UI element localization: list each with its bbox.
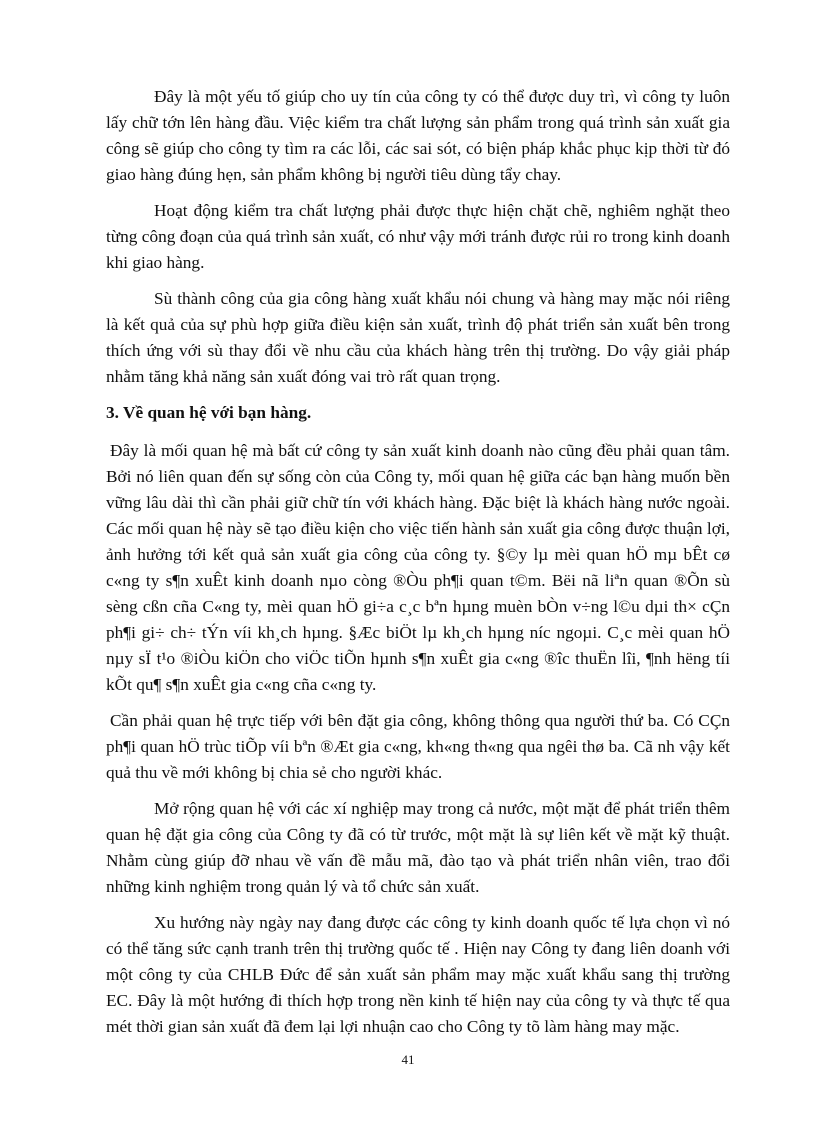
- page-number: 41: [401, 1052, 415, 1067]
- paragraph-quality-control: Hoạt động kiểm tra chất lượng phải được thực hiện chặt chẽ, nghiêm nghặt theo từng công đoạn của quá trình sản xuất, có như vậy mới tránh được rủi ro trong kinh doanh khi giao hàng.: [106, 201, 730, 272]
- paragraph-partner-relations: Đây là mối quan hệ mà bất cứ công ty sản xuất kinh doanh nào cũng đều phải quan tâm. Bởi nó liên quan đến sự sống còn của Công ty, mối quan hệ giữa các bạn hàng muốn bền vững lâu dài thì cần phải giữ chữ tín với khách hàng. Đặc biệt là khách hàng nước ngoài. Các mối quan hệ này sẽ tạo điều kiện cho việc tiến hành sản xuất gia công được thuận lợi, ảnh hưởng tới kết quả sản xuất gia công của công ty. §©y lµ mèi quan hÖ mµ bÊt cø c«ng ty s¶n xuÊt kinh doanh nµo còng ®Òu ph¶i quan t©m. Bëi nã liªn quan ®Õn sù sèng cßn cña C«ng ty, mèi quan hÖ gi÷a c¸c bªn hµng muèn bÒn v÷ng l©u dµi th× cÇn ph¶i gi÷ ch÷ tÝn víi kh¸ch hµng. §Æc biÖt lµ kh¸ch hµng níc ngoµi. C¸c mèi quan hÖ nµy sÏ t¹o ®iÒu kiÖn cho viÖc tiÕn hµnh s¶n xuÊt gia c«ng ®îc thuËn lîi, ¶nh hëng tíi kÕt qu¶ s¶n xuÊt gia c«ng cña c«ng ty.: [106, 441, 730, 694]
- paragraph-direct-relations: Cần phải quan hệ trực tiếp với bên đặt gia công, không thông qua người thứ ba. Có CÇn ph¶i quan hÖ trùc tiÕp víi bªn ®Æt gia c«ng, kh«ng th«ng qua ngêi thø ba. Cã nh vậy kết quả thu về mới không bị chia sẻ cho người khác.: [106, 711, 730, 782]
- paragraph-reputation: Đây là một yếu tố giúp cho uy tín của công ty có thể được duy trì, vì công ty luôn lấy chữ tớn lên hàng đầu. Việc kiểm tra chất lượng sản phẩm trong quá trình sản xuất gia công sẽ giúp cho công ty tìm ra các lỗi, các sai sót, có biện pháp khắc phục kịp thời từ đó giao hàng đúng hẹn, sản phẩm không bị người tiêu dùng tẩy chay.: [106, 87, 730, 184]
- paragraph-success-factors: Sù thành công của gia công hàng xuất khẩu nói chung và hàng may mặc nói riêng là kết quả của sự phù hợp giữa điều kiện sản xuất, trình độ phát triển sản xuất bên trong thích ứng với sù thay đổi về nhu cầu của khách hàng trên thị trường. Do vậy giải pháp nhằm tăng khả năng sản xuất đóng vai trò rất quan trọng.: [106, 289, 730, 386]
- paragraph-trend: Xu hướng này ngày nay đang được các công ty kinh doanh quốc tế lựa chọn vì nó có thể tăng sức cạnh tranh trên thị trường quốc tế . Hiện nay Công ty đang liên doanh với một công ty của CHLB Đức để sản xuất sản phẩm may mặc xuất khẩu sang thị trường EC. Đây là một hướng đi thích hợp trong nền kinh tế hiện nay của công ty và thực tế qua mét thời gian sản xuất đã đem lại lợi nhuận cao cho Công ty tõ làm hàng may mặc.: [106, 913, 730, 1036]
- paragraph-expand-relations: Mở rộng quan hệ với các xí nghiệp may trong cả nước, một mặt để phát triển thêm quan hệ đặt gia công của Công ty đã có từ trước, một mặt là sự liên kết về mặt kỹ thuật. Nhằm cùng giúp đỡ nhau về vấn đề mẫu mã, đào tạo và phát triển nhân viên, trao đổi những kinh nghiệm trong quản lý và tổ chức sản xuất.: [106, 799, 730, 896]
- section-heading: 3. Về quan hệ với bạn hàng.: [106, 403, 312, 422]
- document-body: [106, 84, 730, 1050]
